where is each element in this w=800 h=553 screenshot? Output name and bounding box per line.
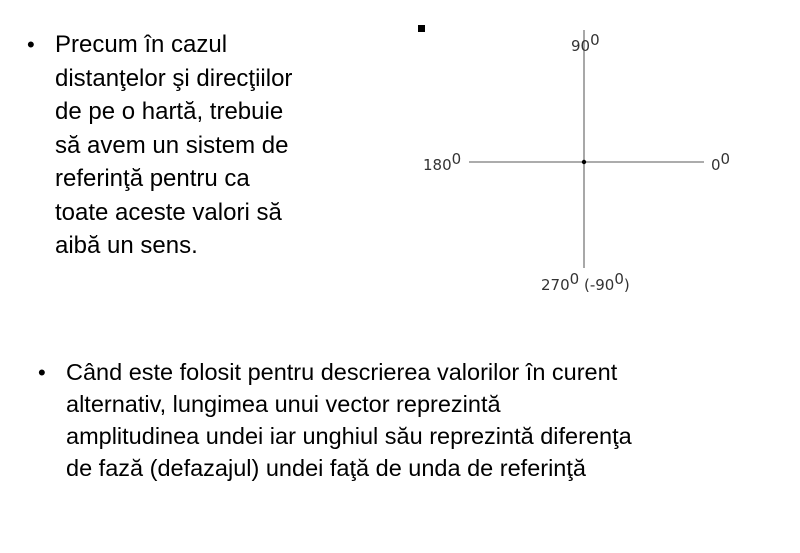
bullet-marker: • [38, 360, 46, 385]
bullet-text [55, 28, 292, 263]
text-line: de fază (defazajul) undei faţă de unda de referinţă [66, 455, 586, 481]
text-line: aibă un sens. [55, 232, 198, 259]
bullet-marker: • [27, 32, 35, 57]
text-line: distanţelor şi direcţiilor [55, 64, 293, 92]
text-line: Când este folosit pentru descrierea valorilor în curent [66, 359, 618, 385]
label-0: 00 [711, 150, 731, 174]
text-line: să avem un sistem de [55, 131, 289, 159]
bullet-ac-vectors [38, 356, 632, 484]
text-line: referinţă pentru ca [55, 165, 250, 192]
text-line: amplitudinea undei iar unghiul său reprezintă diferenţa [66, 423, 632, 449]
text-line: alternativ, lungimea unui vector reprezintă [66, 391, 501, 417]
text-line: toate aceste valori să [55, 198, 282, 226]
label-180: 1800 [423, 150, 462, 174]
angle-reference-diagram [400, 28, 750, 298]
label-270: 2700 (-900) [541, 270, 630, 294]
text-line: de pe o hartă, trebuie [55, 98, 284, 125]
bullet-text [66, 356, 632, 484]
label-90: 900 [571, 31, 600, 55]
origin-point [582, 160, 586, 164]
text-line: Precum în cazul [55, 31, 228, 58]
bullet-reference-system [27, 28, 292, 263]
